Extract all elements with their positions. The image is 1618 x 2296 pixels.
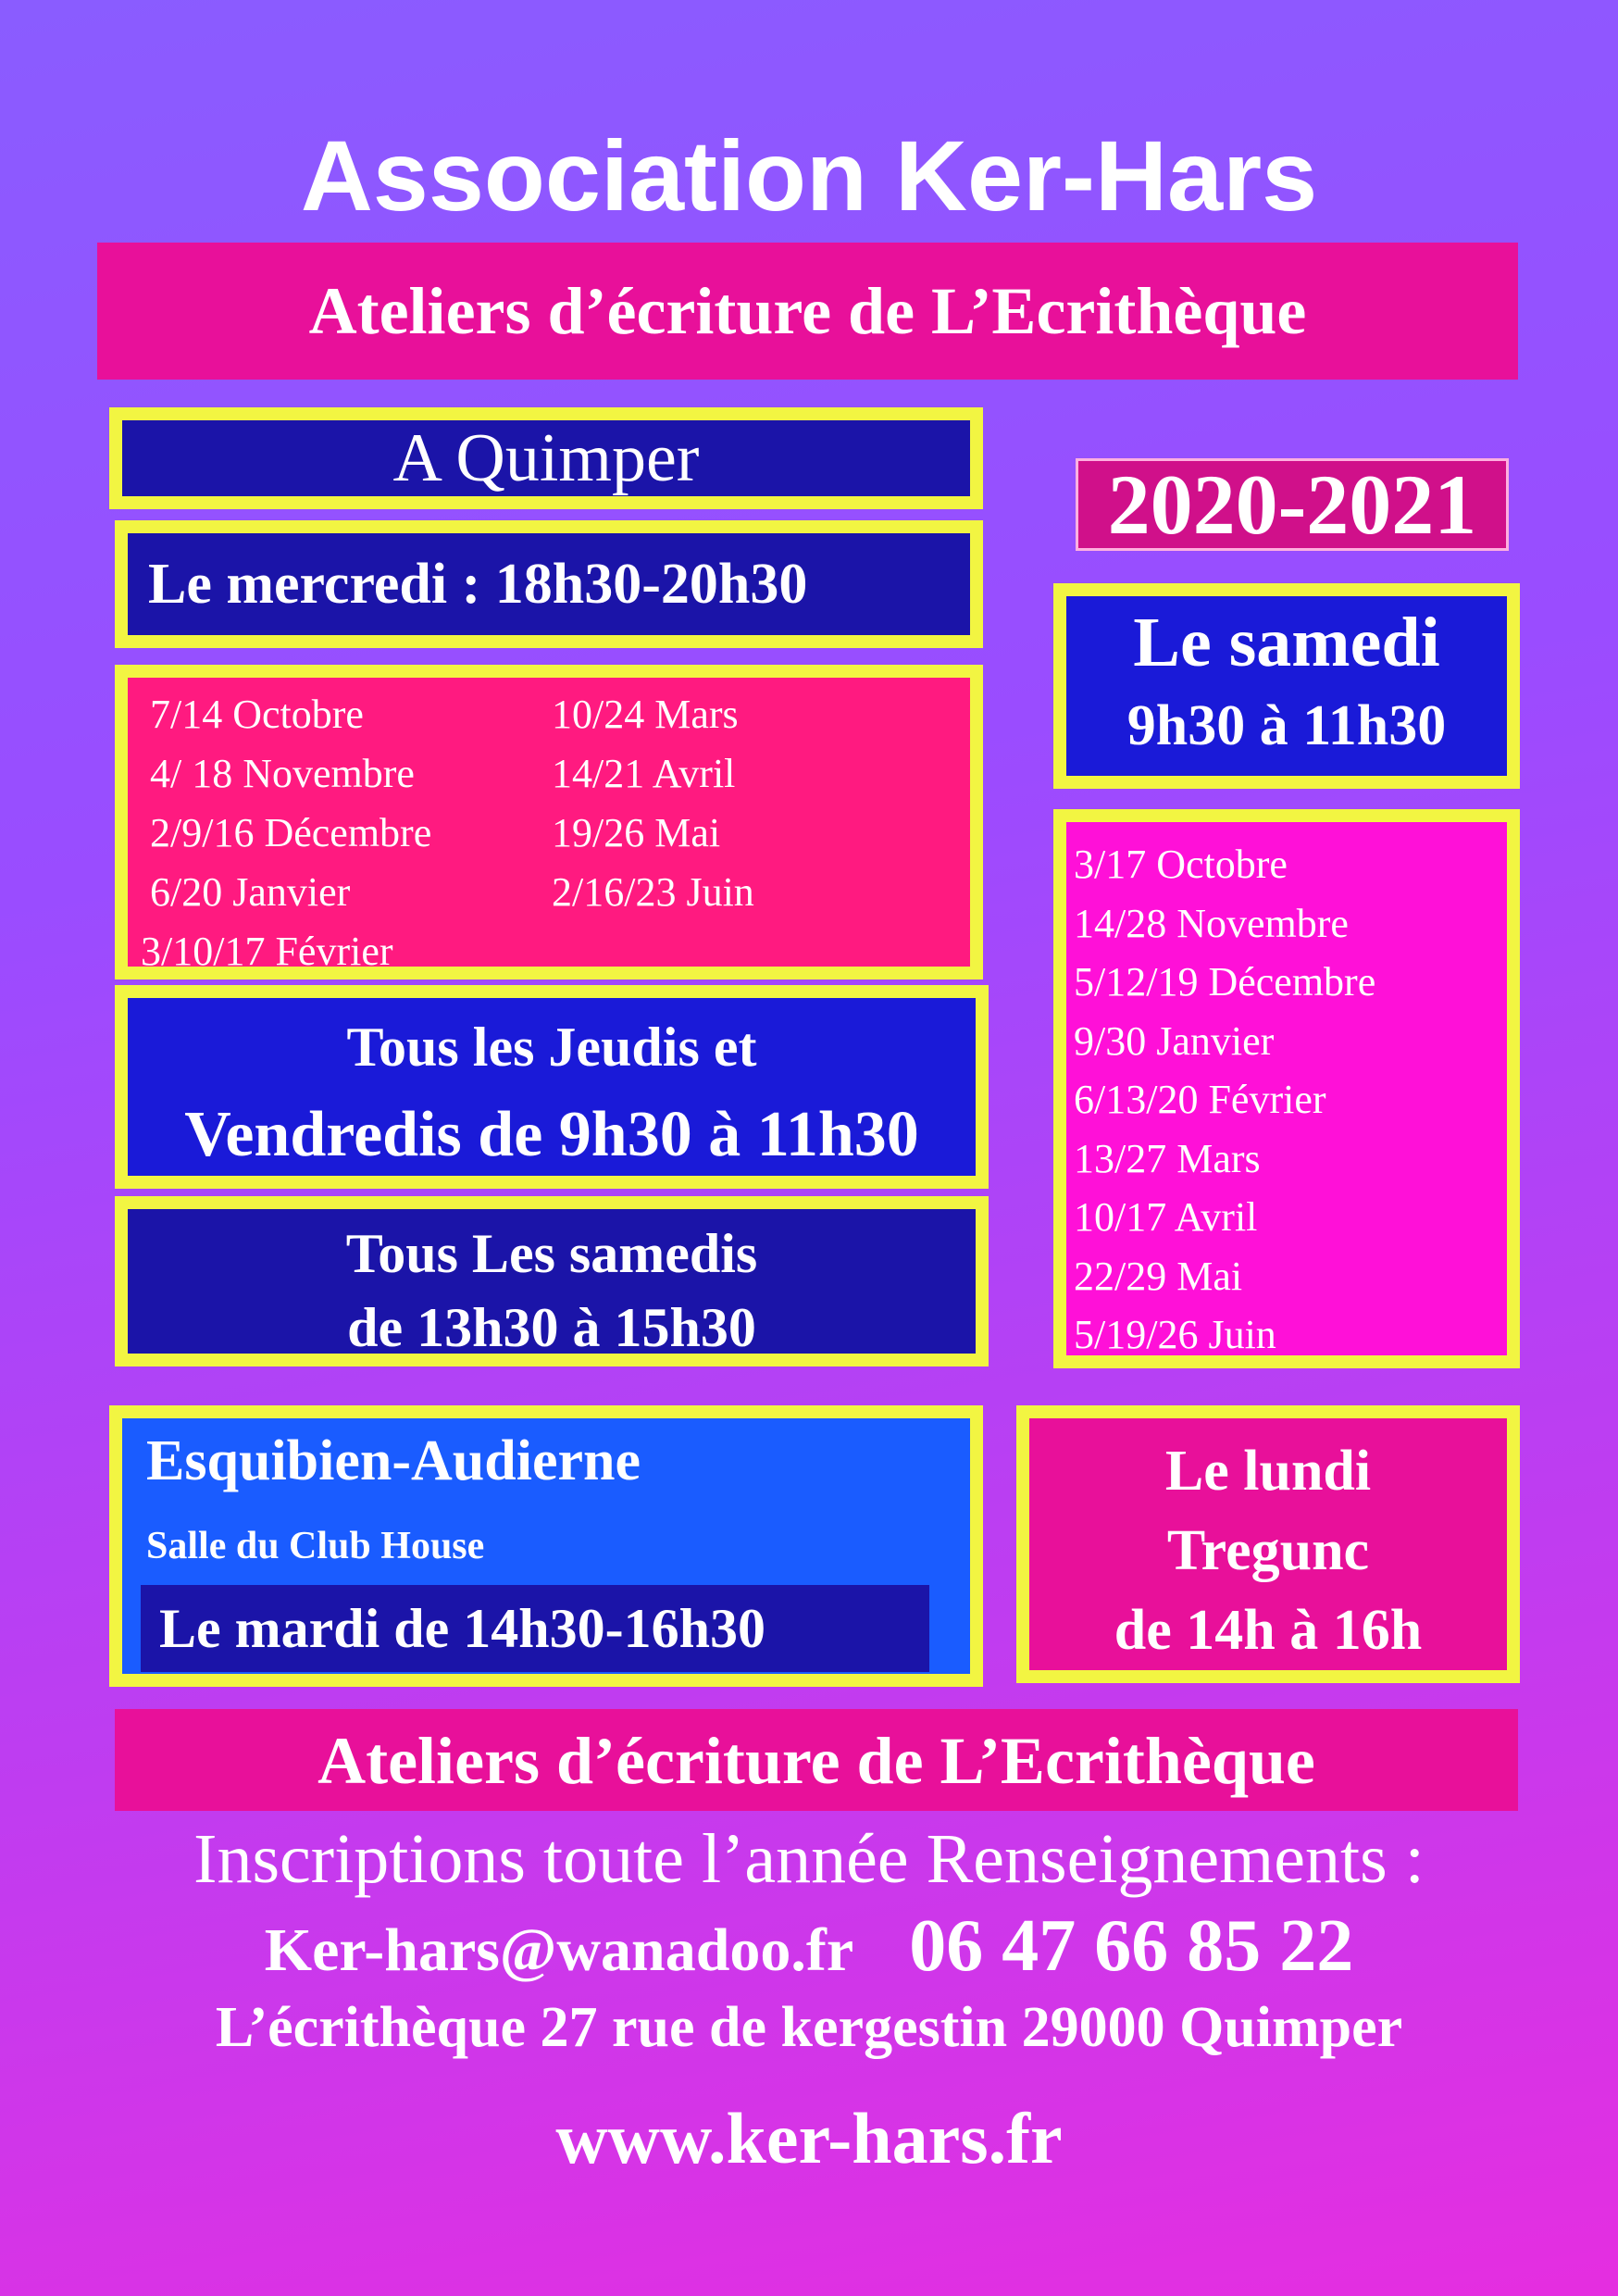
inscriptions-text: Inscriptions toute l’année Renseignements :	[193, 1820, 1425, 1898]
quimper-dates-box	[115, 665, 983, 980]
year-badge	[1076, 458, 1509, 551]
ateliers-banner-bottom-text: Ateliers d’écriture de L’Ecrithèque	[317, 1724, 1315, 1798]
list-item: 6/20 Janvier	[150, 869, 351, 915]
list-item: 10/17 Avril	[1074, 1194, 1258, 1240]
samedi-dates-box	[1053, 809, 1520, 1368]
list-item: 22/29 Mai	[1074, 1253, 1243, 1299]
list-item: 7/14 Octobre	[150, 692, 364, 737]
jeudis-line1: Tous les Jeudis et	[346, 1017, 757, 1078]
samedi-hours: 9h30 à 11h30	[1126, 694, 1447, 757]
esquibien-mardi-box	[141, 1585, 929, 1672]
samedi-title: Le samedi	[1133, 604, 1440, 681]
email-link[interactable]: Ker-hars@wanadoo.fr	[264, 1916, 854, 1984]
list-item: 4/ 18 Novembre	[150, 751, 415, 796]
quimper-title-box	[109, 407, 983, 509]
association-title: Association Ker-Hars	[300, 119, 1318, 231]
samedis-box	[115, 1196, 989, 1366]
ateliers-banner-top-text: Ateliers d’écriture de L’Ecrithèque	[308, 274, 1307, 348]
list-item: 3/17 Octobre	[1074, 842, 1288, 887]
list-item: 5/19/26 Juin	[1074, 1312, 1276, 1357]
esquibien-place: Salle du Club House	[146, 1525, 485, 1567]
lundi-line2: Tregunc	[1166, 1519, 1370, 1582]
year-text: 2020-2021	[1107, 457, 1477, 552]
mercredi-text: Le mercredi : 18h30-20h30	[148, 553, 808, 616]
esquibien-title: Esquibien-Audierne	[146, 1429, 641, 1492]
phone-number: 06 47 66 85 22	[909, 1905, 1354, 1987]
list-item: 5/12/19 Décembre	[1074, 959, 1376, 1004]
mercredi-box	[115, 520, 983, 648]
lundi-line3: de 14h à 16h	[1114, 1599, 1423, 1662]
list-item: 10/24 Mars	[552, 692, 739, 737]
samedis-line1: Tous Les samedis	[345, 1223, 758, 1284]
jeudis-box	[115, 985, 989, 1189]
list-item: 19/26 Mai	[552, 810, 721, 855]
list-item: 14/28 Novembre	[1074, 900, 1349, 946]
website-link[interactable]: www.ker-hars.fr	[555, 2098, 1063, 2178]
address-text: L’écrithèque 27 rue de kergestin 29000 Quimper	[215, 1996, 1403, 2059]
esquibien-box	[109, 1405, 983, 1687]
list-item: 14/21 Avril	[552, 751, 736, 796]
quimper-dates-right	[552, 685, 754, 922]
samedi-dates-list	[1074, 835, 1375, 1365]
ateliers-banner-top	[97, 243, 1518, 380]
quimper-dates-left	[141, 685, 431, 981]
list-item: 13/27 Mars	[1074, 1135, 1261, 1181]
quimper-title: A Quimper	[392, 420, 700, 496]
list-item: 9/30 Janvier	[1074, 1017, 1275, 1064]
ateliers-banner-bottom	[115, 1709, 1518, 1811]
lundi-line1: Le lundi	[1164, 1440, 1372, 1503]
list-item: 3/10/17 Février	[141, 929, 393, 974]
list-item: 6/13/20 Février	[1074, 1077, 1326, 1122]
lundi-box	[1016, 1405, 1520, 1683]
list-item: 2/16/23 Juin	[552, 869, 754, 915]
esquibien-mardi-text: Le mardi de 14h30-16h30	[159, 1598, 766, 1659]
samedi-box	[1053, 583, 1520, 789]
jeudis-line2: Vendredis de 9h30 à 11h30	[184, 1099, 919, 1170]
list-item: 2/9/16 Décembre	[150, 810, 432, 855]
samedis-line2: de 13h30 à 15h30	[347, 1297, 756, 1358]
